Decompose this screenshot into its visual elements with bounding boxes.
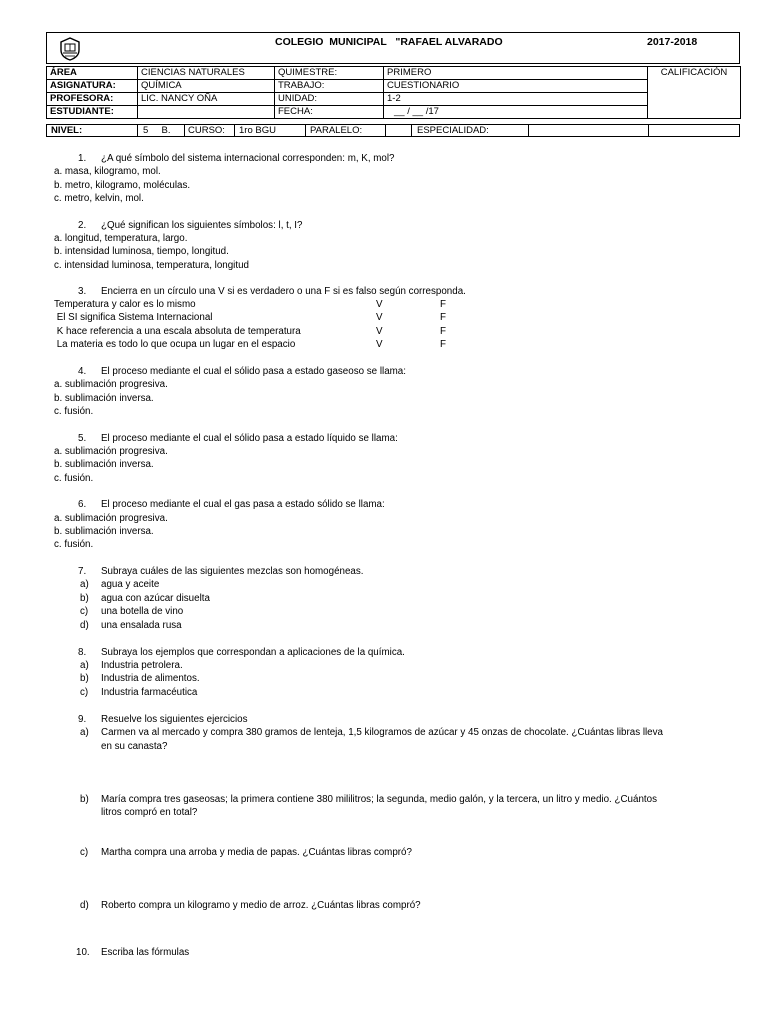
q9-item-d-line1: Roberto compra un kilogramo y medio de arroz. ¿Cuántas libras compró? [101, 900, 421, 911]
quimestre-label: QUIMESTRE: [275, 67, 384, 80]
q8-text: Subraya los ejemplos que correspondan a aplicaciones de la química. [101, 647, 405, 658]
q3-statement-1: Temperatura y calor es lo mismo [54, 299, 196, 310]
q7-letter-a: a) [80, 579, 89, 590]
school-crest-icon [57, 36, 83, 62]
q9-letter-a: a) [80, 727, 89, 738]
nivel-value: 5 B. [143, 125, 171, 136]
q2-text: ¿Qué significan los siguientes símbolos: l, t, I? [101, 220, 303, 231]
q1-option-b: b. metro, kilogramo, moléculas. [54, 180, 191, 191]
q1-text: ¿A qué símbolo del sistema internacional corresponden: m, K, mol? [101, 153, 395, 164]
profesora-value: LIC. NANCY OÑA [138, 93, 275, 106]
q2-option-b: b. intensidad luminosa, tiempo, longitud. [54, 246, 229, 257]
q3-v-2[interactable]: V [376, 312, 383, 323]
nivel-label: NIVEL: [51, 125, 83, 136]
q4-option-b: b. sublimación inversa. [54, 393, 154, 404]
q8-option-b: Industria de alimentos. [101, 673, 200, 684]
q9-item-b-line2: litros compró en total? [101, 807, 198, 818]
q6-option-b: b. sublimación inversa. [54, 526, 154, 537]
q2-number: 2. [78, 220, 87, 231]
unidad-value: 1-2 [384, 93, 648, 106]
q10-text: Escriba las fórmulas [101, 947, 190, 958]
q7-option-c: una botella de vino [101, 606, 184, 617]
q4-option-a: a. sublimación progresiva. [54, 379, 168, 390]
school-name: COLEGIO MUNICIPAL "RAFAEL ALVARADO [275, 36, 503, 48]
q3-statement-4: La materia es todo lo que ocupa un lugar en el espacio [54, 339, 296, 350]
q5-option-a: a. sublimación progresiva. [54, 446, 168, 457]
q4-option-c: c. fusión. [54, 406, 94, 417]
q8-letter-a: a) [80, 660, 89, 671]
estudiante-label: ESTUDIANTE: [47, 106, 138, 119]
q7-text: Subraya cuáles de las siguientes mezclas son homogéneas. [101, 566, 364, 577]
calificacion-label: CALIFICACIÓN [660, 67, 728, 78]
unidad-label: UNIDAD: [275, 93, 384, 106]
q9-item-a-line2: en su canasta? [101, 741, 168, 752]
curso-label: CURSO: [188, 125, 225, 136]
q1-option-c: c. metro, kelvin, mol. [54, 193, 144, 204]
q7-letter-d: d) [80, 620, 89, 631]
estudiante-field[interactable] [138, 106, 275, 119]
curso-value: 1ro BGU [239, 125, 276, 136]
q5-option-c: c. fusión. [54, 473, 94, 484]
q9-letter-b: b) [80, 794, 89, 805]
q3-f-3[interactable]: F [440, 326, 446, 337]
q9-letter-c: c) [80, 847, 89, 858]
area-value: CIENCIAS NATURALES [138, 67, 275, 80]
q10-number: 10. [76, 947, 90, 958]
q3-v-4[interactable]: V [376, 339, 383, 350]
q8-number: 8. [78, 647, 87, 658]
trabajo-label: TRABAJO: [275, 80, 384, 93]
q4-number: 4. [78, 366, 87, 377]
especialidad-label: ESPECIALIDAD: [417, 125, 489, 136]
profesora-label: PROFESORA: [47, 93, 138, 106]
q2-option-a: a. longitud, temperatura, largo. [54, 233, 188, 244]
q3-f-1[interactable]: F [440, 299, 446, 310]
header-box [46, 32, 740, 64]
asignatura-label: ASIGNATURA: [47, 80, 138, 93]
q7-option-a: agua y aceite [101, 579, 160, 590]
q5-option-b: b. sublimación inversa. [54, 459, 154, 470]
q3-f-4[interactable]: F [440, 339, 446, 350]
q3-text: Encierra en un círculo una V si es verdadero o una F si es falso según corresponda. [101, 286, 466, 297]
area-label: ÁREA [47, 67, 138, 80]
asignatura-value: QUÍMICA [138, 80, 275, 93]
q5-text: El proceso mediante el cual el sólido pasa a estado líquido se llama: [101, 433, 398, 444]
q3-statement-2: El SI significa Sistema Internacional [54, 312, 213, 323]
q7-letter-c: c) [80, 606, 89, 617]
q6-number: 6. [78, 499, 87, 510]
q9-item-c-line1: Martha compra una arroba y media de papas. ¿Cuántas libras compró? [101, 847, 412, 858]
school-year: 2017-2018 [647, 36, 698, 48]
fecha-label: FECHA: [275, 106, 384, 119]
q8-option-a: Industria petrolera. [101, 660, 183, 671]
q6-option-c: c. fusión. [54, 539, 94, 550]
q9-item-b-line1: María compra tres gaseosas; la primera contiene 380 mililitros; la segunda, medio galón, y la tercera, un litro y medio. ¿Cuántos [101, 794, 657, 805]
q6-option-a: a. sublimación progresiva. [54, 513, 168, 524]
q8-option-c: Industria farmacéutica [101, 687, 198, 698]
nivel-row [46, 124, 740, 137]
quimestre-value: PRIMERO [384, 67, 648, 80]
q3-v-3[interactable]: V [376, 326, 383, 337]
q2-option-c: c. intensidad luminosa, temperatura, longitud [54, 260, 249, 271]
q7-number: 7. [78, 566, 87, 577]
q3-number: 3. [78, 286, 87, 297]
q3-v-1[interactable]: V [376, 299, 383, 310]
q8-letter-b: b) [80, 673, 89, 684]
q1-option-a: a. masa, kilogramo, mol. [54, 166, 161, 177]
q9-text: Resuelve los siguientes ejercicios [101, 714, 248, 725]
info-table [46, 66, 741, 119]
q7-option-d: una ensalada rusa [101, 620, 182, 631]
q4-text: El proceso mediante el cual el sólido pasa a estado gaseoso se llama: [101, 366, 406, 377]
q7-option-b: agua con azúcar disuelta [101, 593, 210, 604]
q9-item-a-line1: Carmen va al mercado y compra 380 gramos de lenteja, 1,5 kilogramos de azúcar y 45 onzas de chocolate. ¿Cuántas libras lleva [101, 727, 663, 738]
trabajo-value: CUESTIONARIO [384, 80, 648, 93]
q3-f-2[interactable]: F [440, 312, 446, 323]
q9-letter-d: d) [80, 900, 89, 911]
q6-text: El proceso mediante el cual el gas pasa a estado sólido se llama: [101, 499, 385, 510]
q5-number: 5. [78, 433, 87, 444]
fecha-value[interactable]: __ / __ /17 [384, 106, 648, 119]
q1-number: 1. [78, 153, 87, 164]
q9-number: 9. [78, 714, 87, 725]
q8-letter-c: c) [80, 687, 89, 698]
paralelo-label: PARALELO: [310, 125, 363, 136]
calificacion-cell[interactable] [648, 67, 741, 119]
q3-statement-3: K hace referencia a una escala absoluta de temperatura [54, 326, 301, 337]
q7-letter-b: b) [80, 593, 89, 604]
